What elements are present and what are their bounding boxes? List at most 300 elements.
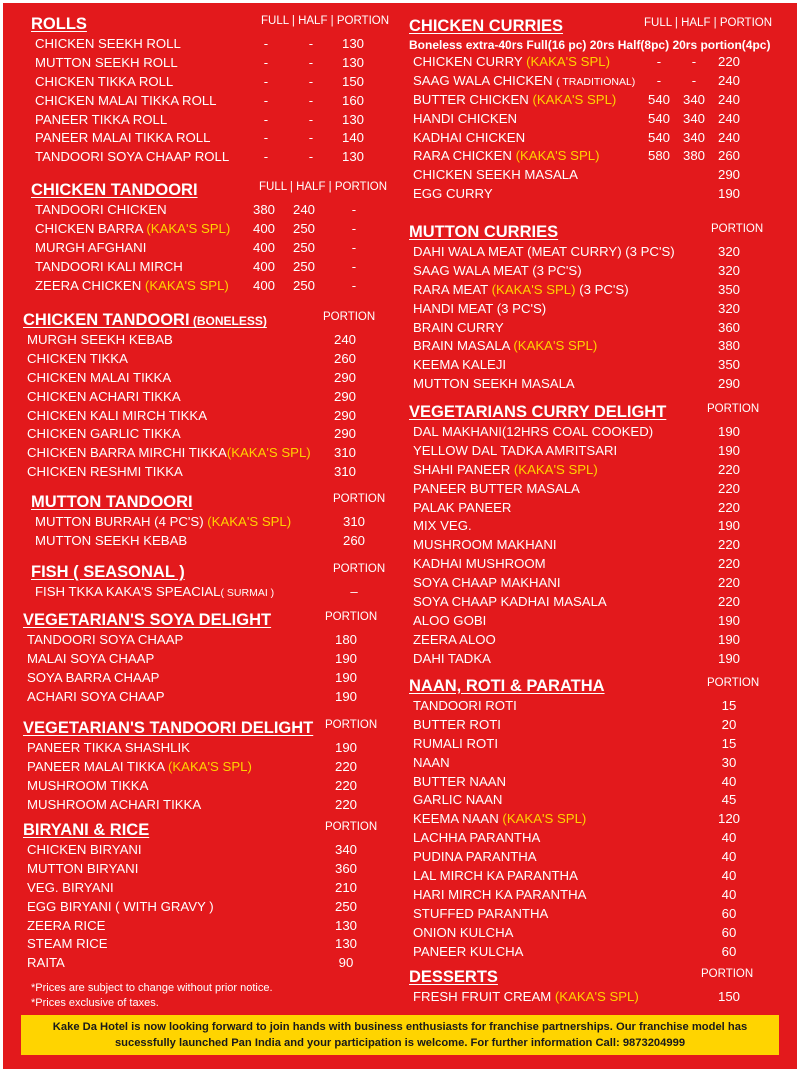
- item-price: 120: [717, 811, 740, 827]
- menu-item: [23, 954, 391, 973]
- item-name: [27, 425, 181, 444]
- menu-item: [23, 669, 391, 688]
- item-name: [413, 166, 578, 185]
- item-name: [413, 517, 472, 536]
- item-price: -: [308, 36, 314, 51]
- item-name: [35, 583, 274, 603]
- item-name: [27, 917, 105, 936]
- item-price: 220: [717, 575, 740, 591]
- item-name-text: KADHAI MUSHROOM: [413, 556, 546, 572]
- item-name-text: CHICKEN SEEKH ROLL: [35, 36, 181, 51]
- item-price: 190: [334, 669, 357, 685]
- menu-item: [409, 319, 781, 338]
- item-name-text: DAHI WALA MEAT (MEAT CURRY) (3 PC'S): [413, 244, 675, 259]
- item-price: -: [351, 239, 357, 255]
- menu-item: [409, 773, 781, 792]
- section-title-text: NAAN, ROTI & PARATHA: [409, 677, 605, 695]
- menu-item: [409, 499, 781, 518]
- menu-item: [23, 331, 391, 350]
- item-name: [35, 148, 229, 167]
- item-note: ( SURMAI ): [220, 587, 275, 599]
- item-price: 220: [334, 796, 357, 812]
- item-name-text: TANDOORI ROTI: [413, 698, 517, 713]
- item-name-text: FISH TKKA KAKA'S SPEACIAL: [35, 584, 221, 599]
- item-name-text: CHICKEN CURRY: [413, 54, 527, 69]
- item-name-text: MUTTON SEEKH ROLL: [35, 54, 178, 70]
- menu-item: [23, 758, 391, 777]
- item-name-text: SOYA CHAAP KADHAI MASALA: [413, 594, 607, 610]
- item-name-text: STUFFED PARANTHA: [413, 905, 549, 921]
- item-name-text: PANEER BUTTER MASALA: [413, 480, 580, 496]
- menu-section-chicken-tandoori-boneless: [23, 309, 391, 482]
- item-name: [413, 943, 523, 962]
- section-header: [31, 179, 399, 201]
- item-name-text: PANEER TIKKA ROLL: [35, 111, 168, 127]
- item-price: -: [308, 73, 314, 89]
- item-price: -: [308, 54, 314, 70]
- item-price: 340: [682, 110, 705, 126]
- item-name-text: MUSHROOM TIKKA: [27, 777, 149, 793]
- menu-item: [31, 277, 399, 296]
- item-name-text: MUTTON BURRAH (4 PC'S): [35, 514, 208, 529]
- menu-item: [409, 110, 781, 129]
- item-name: [413, 697, 517, 716]
- item-name-text: CHICKEN BARRA: [35, 220, 147, 236]
- special-tag: (KAKA'S SPL): [207, 514, 292, 529]
- item-price: 240: [717, 91, 740, 107]
- item-price: -: [263, 92, 269, 108]
- special-tag: (KAKA'S SPL): [515, 148, 600, 164]
- item-name: [413, 905, 548, 924]
- item-name: [413, 574, 561, 593]
- section-header: [409, 401, 781, 423]
- item-price: 240: [333, 332, 356, 347]
- section-title-text: ROLLS: [31, 15, 87, 33]
- menu-section-desserts: [409, 966, 781, 1007]
- item-price: 580: [647, 148, 670, 164]
- price-column-header: PORTION: [707, 677, 760, 689]
- item-name: [27, 860, 138, 879]
- price-column-header: PORTION: [323, 311, 376, 323]
- item-name-text: MURGH AFGHANI: [35, 239, 147, 255]
- item-name-text: MUTTON BIRYANI: [27, 860, 139, 876]
- menu-item: [409, 337, 781, 356]
- menu-item: [409, 72, 781, 91]
- item-name: [27, 796, 201, 815]
- item-name-text: PUDINA PARANTHA: [413, 849, 537, 865]
- item-price: 340: [682, 91, 705, 107]
- item-price: 380: [682, 148, 705, 164]
- item-name: [27, 879, 114, 898]
- section-header: [409, 15, 781, 37]
- item-price: 540: [647, 129, 670, 145]
- item-price: 220: [717, 54, 740, 69]
- item-price: 290: [717, 376, 740, 392]
- price-note: *Prices are subject to change without prior notice.: [31, 982, 273, 994]
- item-price: -: [263, 54, 269, 70]
- item-name-text: SAAG WALA MEAT (3 PC'S): [413, 262, 582, 278]
- item-price: 190: [717, 650, 740, 666]
- menu-item: [23, 879, 391, 898]
- menu-item: [409, 697, 781, 716]
- item-price: 220: [717, 556, 740, 572]
- item-name-text: CHICKEN KALI MIRCH TIKKA: [27, 407, 208, 423]
- item-price: 250: [292, 239, 315, 255]
- item-name-text: TANDOORI CHICKEN: [35, 202, 167, 217]
- item-price: 160: [341, 92, 364, 108]
- section-title-text: MUTTON CURRIES: [409, 223, 559, 241]
- item-price: 310: [333, 464, 356, 480]
- item-price: 340: [682, 129, 705, 145]
- item-price: -: [308, 149, 314, 165]
- item-price: 350: [717, 281, 740, 297]
- item-name: [27, 350, 128, 369]
- price-column-header: FULL | HALF | PORTION: [261, 15, 390, 27]
- item-price: 290: [717, 167, 740, 183]
- item-name: [27, 369, 171, 388]
- item-price: -: [351, 202, 357, 217]
- item-price: 400: [252, 258, 275, 274]
- item-price: 260: [333, 350, 356, 366]
- item-price: 15: [721, 698, 737, 713]
- item-price: 40: [721, 868, 737, 884]
- section-title-text: VEGETARIAN'S SOYA DELIGHT: [23, 611, 272, 629]
- item-price: 210: [334, 879, 357, 895]
- item-price: -: [656, 72, 662, 88]
- item-price: -: [351, 220, 357, 236]
- item-name-text: LACHHA PARANTHA: [413, 830, 541, 846]
- item-price: 320: [717, 262, 740, 278]
- item-name-text: RARA MEAT: [413, 281, 492, 297]
- section-header: [31, 561, 399, 583]
- item-name-text: KEEMA KALEJI: [413, 357, 507, 373]
- franchise-banner: Kake Da Hotel is now looking forward to join hands with business enthusiasts for franchise partnerships. Our franchise model has sucessfully launched Pan India and your participation is welcome. For further information Call: 9873204999: [21, 1015, 779, 1055]
- special-tag: (KAKA'S SPL): [532, 91, 617, 107]
- item-name-text: CHICKEN BARRA MIRCHI TIKKA: [27, 445, 227, 461]
- item-price: 250: [292, 277, 315, 293]
- item-price: 190: [334, 650, 357, 666]
- item-name: [413, 53, 610, 72]
- item-name: [413, 886, 586, 905]
- item-name: [27, 650, 154, 669]
- item-price: 40: [721, 830, 737, 846]
- menu-section-mutton-curries: [409, 221, 781, 394]
- section-title-text: CHICKEN TANDOORI: [23, 311, 190, 329]
- special-tag: (KAKA'S SPL): [144, 277, 229, 293]
- menu-item: [31, 54, 399, 73]
- item-name-text: SHAHI PANEER: [413, 461, 514, 477]
- item-name: [413, 829, 540, 848]
- menu-item: [23, 935, 391, 954]
- menu-item: [23, 350, 391, 369]
- item-price: 240: [717, 110, 740, 126]
- item-name: [413, 555, 546, 574]
- item-price: 310: [333, 445, 356, 461]
- menu-item: [409, 735, 781, 754]
- item-name: [413, 262, 582, 281]
- item-name-text: VEG. BIRYANI: [27, 879, 114, 895]
- item-name: [413, 281, 629, 300]
- item-name-text: PANEER TIKKA SHASHLIK: [27, 740, 190, 755]
- item-name: [413, 499, 511, 518]
- menu-item: [31, 111, 399, 130]
- item-name: [413, 129, 525, 148]
- section-title-text: VEGETARIAN'S TANDOORI DELIGHT: [23, 719, 314, 737]
- menu-section-rolls: [31, 13, 399, 167]
- item-name: [27, 631, 183, 650]
- section-title-text: MUTTON TANDOORI: [31, 493, 193, 511]
- menu-item: [23, 739, 391, 758]
- item-name-text: MUSHROOM ACHARI TIKKA: [27, 796, 202, 812]
- item-name-text: RARA CHICKEN: [413, 148, 516, 164]
- menu-item: [409, 848, 781, 867]
- menu-section-veg-tandoori: [23, 717, 391, 815]
- item-name-text: DAL MAKHANI(12HRS COAL COOKED): [413, 424, 654, 439]
- item-price: 400: [252, 220, 275, 236]
- menu-item: [409, 375, 781, 394]
- item-name: [27, 898, 214, 917]
- price-column-header: PORTION: [325, 821, 378, 833]
- item-price: 60: [721, 905, 737, 921]
- item-price: 340: [334, 842, 357, 857]
- item-name-text: SOYA CHAAP MAKHANI: [413, 575, 561, 591]
- section-subtitle: (BONELESS): [189, 314, 267, 328]
- item-price: 140: [341, 130, 364, 146]
- section-header: [23, 609, 391, 631]
- item-price: 130: [334, 936, 357, 952]
- menu-item: [23, 777, 391, 796]
- item-price: -: [351, 258, 357, 274]
- item-name: [27, 758, 252, 777]
- menu-item: [409, 555, 781, 574]
- item-name-text: CHICKEN RESHMI TIKKA: [27, 464, 183, 480]
- price-column-header: PORTION: [711, 223, 764, 235]
- menu-item: [31, 92, 399, 111]
- item-price: 45: [721, 792, 737, 808]
- item-name-text: ZEERA RICE: [27, 917, 106, 933]
- menu-item: [23, 369, 391, 388]
- item-name: [27, 444, 311, 463]
- menu-item: [409, 536, 781, 555]
- item-price: -: [691, 54, 697, 69]
- item-price: 60: [721, 924, 737, 940]
- item-name-text: SAAG WALA CHICKEN: [413, 72, 557, 88]
- item-price: 90: [338, 955, 354, 971]
- item-price: -: [263, 73, 269, 89]
- item-name-text: HANDI CHICKEN: [413, 110, 518, 126]
- item-price: 150: [717, 989, 740, 1004]
- section-header: [409, 675, 781, 697]
- menu-item: [409, 988, 781, 1007]
- item-price: 260: [717, 148, 740, 164]
- item-price: 250: [334, 898, 357, 914]
- item-name: [35, 54, 178, 73]
- price-column-header: PORTION: [325, 611, 378, 623]
- item-price: 190: [334, 688, 357, 704]
- menu-item: [31, 129, 399, 148]
- section-header: [23, 717, 391, 739]
- item-name-text: NAAN: [413, 754, 450, 770]
- item-name: [27, 739, 190, 758]
- item-price: 320: [717, 300, 740, 316]
- item-name-text: EGG CURRY: [413, 186, 493, 202]
- item-price: 260: [342, 532, 365, 548]
- item-name: [35, 35, 181, 54]
- section-header: [23, 309, 391, 331]
- menu-item: [23, 796, 391, 815]
- item-price: -: [308, 130, 314, 146]
- menu-item: [409, 867, 781, 886]
- item-price: 190: [717, 612, 740, 628]
- menu-item: [23, 407, 391, 426]
- section-title-text: CHICKEN CURRIES: [409, 17, 564, 35]
- section-title-text: CHICKEN TANDOORI: [31, 181, 198, 199]
- item-name-text: CHICKEN MALAI TIKKA ROLL: [35, 92, 217, 108]
- special-tag: (KAKA'S SPL): [167, 758, 252, 774]
- item-name-text: MURGH SEEKH KEBAB: [27, 332, 173, 347]
- item-price: 380: [717, 338, 740, 354]
- menu-item: [31, 220, 399, 239]
- menu-item: [23, 898, 391, 917]
- item-name: [413, 319, 504, 338]
- special-tag: (KAKA'S SPL): [146, 220, 231, 236]
- item-name-text: EGG BIRYANI ( WITH GRAVY ): [27, 898, 214, 914]
- item-name: [413, 867, 578, 886]
- item-name: [35, 220, 230, 239]
- menu-item: [409, 517, 781, 536]
- item-name-text: FRESH FRUIT CREAM: [413, 989, 555, 1004]
- item-price: -: [263, 130, 269, 146]
- item-name: [27, 331, 173, 350]
- item-name: [35, 201, 167, 220]
- menu-item: [31, 201, 399, 220]
- item-name: [27, 407, 207, 426]
- section-header: [409, 221, 781, 243]
- item-name: [27, 388, 181, 407]
- item-price: -: [308, 111, 314, 127]
- menu-section-naan: [409, 675, 781, 961]
- item-name: [413, 461, 598, 480]
- menu-item: [409, 53, 781, 72]
- item-name-text: BRAIN MASALA: [413, 338, 514, 354]
- menu-item: [23, 388, 391, 407]
- item-name-text: YELLOW DAL TADKA AMRITSARI: [413, 442, 618, 458]
- menu-item: [23, 917, 391, 936]
- item-name: [413, 650, 491, 669]
- item-name-text: CHICKEN TIKKA ROLL: [35, 73, 174, 89]
- item-name-text: GARLIC NAAN: [413, 792, 503, 808]
- menu-section-chicken-tandoori: [31, 179, 399, 295]
- item-name: [413, 924, 513, 943]
- item-name: [27, 669, 159, 688]
- menu-item: [409, 91, 781, 110]
- item-price: 240: [292, 202, 315, 217]
- menu-item: [31, 148, 399, 167]
- item-name: [413, 375, 575, 394]
- item-price: -: [656, 54, 662, 69]
- menu-item: [31, 73, 399, 92]
- price-note: *Prices exclusive of taxes.: [31, 997, 159, 1009]
- item-name: [413, 91, 616, 110]
- section-title-text: VEGETARIANS CURRY DELIGHT: [409, 403, 667, 421]
- item-price: 220: [334, 758, 357, 774]
- item-price: 350: [717, 357, 740, 373]
- item-price: 130: [341, 111, 364, 127]
- item-name: [413, 147, 599, 166]
- item-price: 540: [647, 110, 670, 126]
- menu-item: [409, 166, 781, 185]
- item-name: [413, 337, 597, 356]
- menu-item: [409, 185, 781, 204]
- item-name: [35, 239, 146, 258]
- menu-item: [23, 463, 391, 482]
- item-name: [27, 688, 165, 707]
- item-price: 190: [717, 186, 740, 202]
- menu-section-biryani: [23, 819, 391, 973]
- menu-section-chicken-curries: [409, 15, 781, 204]
- item-name-text: CHICKEN MALAI TIKKA: [27, 369, 172, 385]
- section-header: [409, 966, 781, 988]
- menu-item: [409, 650, 781, 669]
- menu-item: [31, 239, 399, 258]
- item-name: [27, 777, 148, 796]
- item-name-text: TANDOORI SOYA CHAAP: [27, 632, 184, 647]
- item-name-text: BUTTER ROTI: [413, 716, 501, 732]
- item-name-text: KADHAI CHICKEN: [413, 129, 526, 145]
- price-column-header: FULL | HALF | PORTION: [644, 17, 773, 29]
- item-price: 15: [721, 735, 737, 751]
- item-price: -: [691, 72, 697, 88]
- menu-item: [409, 147, 781, 166]
- item-name-text: CHICKEN ACHARI TIKKA: [27, 388, 181, 404]
- menu-item: [31, 35, 399, 54]
- item-name-text: MALAI SOYA CHAAP: [27, 650, 155, 666]
- item-name: [413, 110, 517, 129]
- item-name: [413, 631, 496, 650]
- item-name-text: BUTTER CHICKEN: [413, 91, 533, 107]
- menu-item: [409, 593, 781, 612]
- item-name-text: TANDOORI SOYA CHAAP ROLL: [35, 149, 230, 165]
- menu-item: [409, 423, 781, 442]
- price-column-header: PORTION: [707, 403, 760, 415]
- item-name: [35, 129, 210, 148]
- item-price: -: [263, 111, 269, 127]
- item-name-text: KEEMA NAAN: [413, 811, 503, 827]
- item-price: 130: [341, 149, 364, 165]
- menu-item: [409, 905, 781, 924]
- item-price: 220: [334, 777, 357, 793]
- item-name: [413, 754, 450, 773]
- special-tag: (KAKA'S SPL): [491, 281, 576, 297]
- item-name-text: CHICKEN BIRYANI: [27, 842, 142, 857]
- item-price: –: [350, 584, 358, 599]
- menu-item: [409, 791, 781, 810]
- item-price: 130: [341, 36, 364, 51]
- item-price: 240: [717, 129, 740, 145]
- item-name-text: MUTTON SEEKH KEBAB: [35, 532, 188, 548]
- item-note: ( TRADITIONAL): [556, 75, 636, 88]
- price-column-header: PORTION: [333, 493, 386, 505]
- item-price: 290: [333, 407, 356, 423]
- item-price: 30: [721, 754, 737, 770]
- item-price: -: [351, 277, 357, 293]
- item-price: -: [308, 92, 314, 108]
- special-tag: (KAKA'S SPL): [526, 54, 610, 69]
- item-price: 190: [717, 442, 740, 458]
- item-name: [35, 111, 167, 130]
- menu-item: [409, 129, 781, 148]
- item-price: 60: [721, 943, 737, 959]
